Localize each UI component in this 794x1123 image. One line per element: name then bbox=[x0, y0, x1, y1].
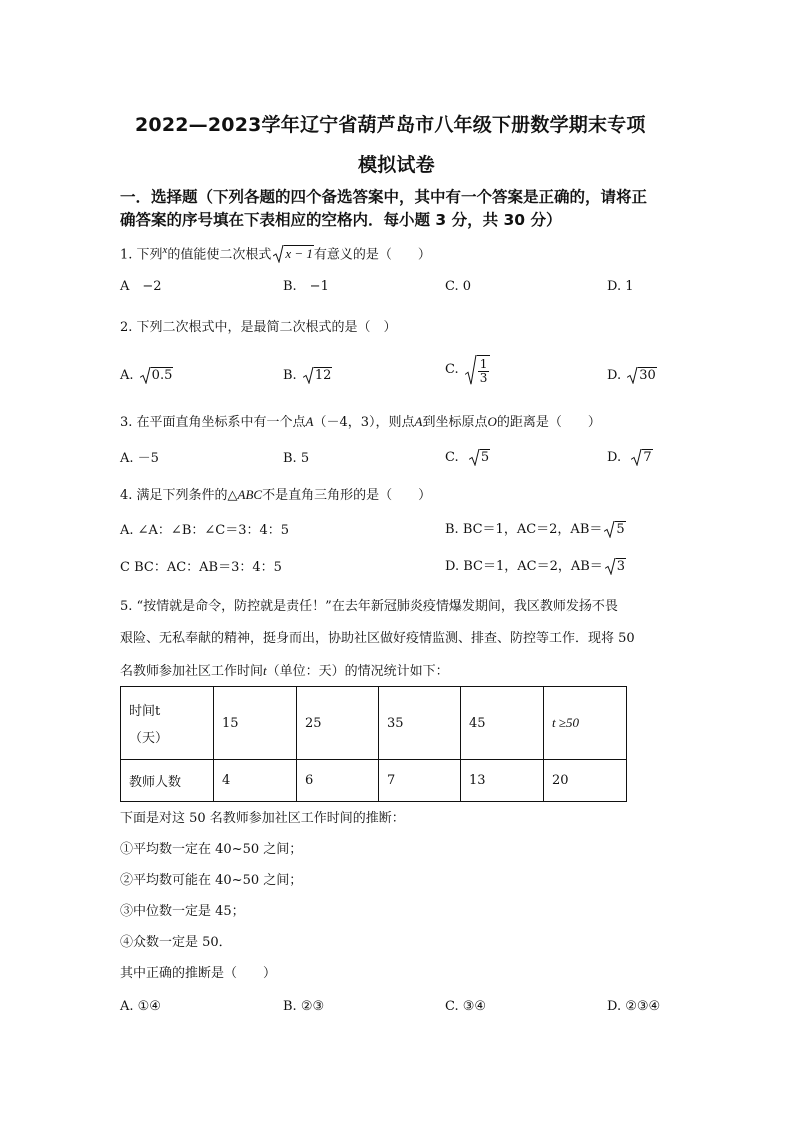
time-ge-50: t ≥50 bbox=[552, 715, 579, 730]
stats-table bbox=[120, 686, 627, 802]
q3-value-c: 5 bbox=[480, 450, 490, 465]
q4-b-text: B. BC＝1，AC＝2，AB＝ bbox=[445, 522, 603, 537]
q3-var-o: O bbox=[487, 414, 497, 429]
question-1-stem bbox=[120, 242, 431, 263]
header-label-time: 时间t bbox=[129, 704, 161, 719]
q5-option-b: B. ②③ bbox=[283, 999, 325, 1014]
q1-var-x: x bbox=[162, 244, 168, 256]
table-header-cell: 教师人数 bbox=[121, 760, 214, 802]
question-5-line2: 艰险、无私奉献的精神，挺身而出，协助社区做好疫情监测、排查、防控等工作．现将 50 bbox=[120, 631, 635, 646]
q4-triangle: ABC bbox=[237, 487, 263, 502]
q2-radicand-d: 30 bbox=[639, 368, 656, 383]
question-4-stem bbox=[120, 487, 431, 504]
q2-option-d bbox=[607, 367, 657, 384]
header-label-unit: （天） bbox=[129, 731, 169, 746]
q5-line3-a: 名教师参加社区工作时间 bbox=[120, 664, 264, 679]
table-cell: 15 bbox=[214, 687, 297, 760]
q5-var-t: t bbox=[263, 663, 267, 678]
q3-option-a bbox=[120, 451, 159, 467]
q4-option-d bbox=[445, 558, 626, 575]
q3-text-c: 的距离是（ ） bbox=[496, 415, 601, 430]
q5-option-a: A. ①④ bbox=[120, 999, 161, 1014]
q4-sqrt-d bbox=[605, 558, 626, 575]
q1-option-d: D. 1 bbox=[607, 279, 634, 294]
q4-text-b: 不是直角三角形的是（ ） bbox=[262, 488, 432, 503]
q2-sqrt-d bbox=[627, 367, 657, 384]
question-2-stem: 2. 下列二次根式中，是最简二次根式的是（ ） bbox=[120, 320, 397, 335]
q1-radicand: x − 1 bbox=[285, 246, 313, 262]
q1-text-mid: 的值能使二次根式 bbox=[167, 247, 272, 263]
q3-label-c: C. bbox=[445, 450, 459, 465]
q1-option-a: A −2 bbox=[120, 279, 162, 294]
table-cell: 25 bbox=[297, 687, 379, 760]
q4-option-b bbox=[445, 521, 626, 538]
q2-radicand-b: 12 bbox=[314, 368, 332, 383]
q3-option-b bbox=[283, 451, 309, 467]
q2-sqrt-c bbox=[465, 355, 491, 385]
q3-text-b: 到坐标原点 bbox=[422, 415, 488, 430]
q5-after-text: 下面是对这 50 名教师参加社区工作时间的推断： bbox=[120, 811, 405, 826]
q5-item-1: ①平均数一定在 40~50 之间； bbox=[120, 842, 303, 857]
q5-item-2: ②平均数可能在 40~50 之间； bbox=[120, 873, 303, 888]
page-title: 2022—2023学年辽宁省葫芦岛市八年级下册数学期末专项 bbox=[135, 114, 646, 136]
q3-var-a: A bbox=[305, 414, 314, 429]
q3-coords: （－4，3），则点 bbox=[313, 415, 415, 430]
q2-sqrt-a bbox=[140, 367, 174, 384]
question-3-stem bbox=[120, 414, 601, 431]
q5-option-d: D. ②③④ bbox=[607, 999, 661, 1014]
q3-label-d: D. bbox=[607, 450, 622, 465]
q4-option-c: C BC：AC：AB＝3：4：5 bbox=[120, 560, 282, 575]
q3-sqrt-c bbox=[469, 449, 490, 466]
page-subtitle: 模拟试卷 bbox=[358, 154, 435, 176]
q4-sqrt-b bbox=[604, 521, 625, 538]
table-header-cell bbox=[121, 687, 214, 760]
table-cell: 45 bbox=[461, 687, 544, 760]
q3-sqrt-d bbox=[631, 449, 652, 466]
q2-label-c: C. bbox=[445, 362, 459, 377]
table-cell: 13 bbox=[461, 760, 544, 802]
q2-option-c bbox=[445, 355, 490, 385]
question-5-line3 bbox=[120, 663, 449, 680]
q3-text-a: 3. 在平面直角坐标系中有一个点 bbox=[120, 415, 306, 430]
q5-item-3: ③中位数一定是 45； bbox=[120, 904, 245, 919]
table-cell: 7 bbox=[379, 760, 461, 802]
table-cell: 4 bbox=[214, 760, 297, 802]
section-header-line2: 确答案的序号填在下表相应的空格内．每小题 3 分，共 30 分） bbox=[120, 211, 562, 229]
q4-b-radicand: 5 bbox=[616, 522, 625, 537]
q1-sqrt bbox=[273, 245, 314, 263]
q5-option-c: C. ③④ bbox=[445, 999, 487, 1014]
table-cell: 35 bbox=[379, 687, 461, 760]
q4-d-text: D. BC＝1，AC＝2，AB＝ bbox=[445, 559, 603, 574]
q2-option-b bbox=[283, 367, 332, 384]
q2-label-b: B. bbox=[283, 368, 297, 383]
question-5-line1: 5. “按情就是命令，防控就是责任！”在去年新冠肺炎疫情爆发期间，我区教师发扬不畏 bbox=[120, 599, 618, 614]
table-cell: 6 bbox=[297, 760, 379, 802]
table-cell bbox=[544, 687, 627, 760]
q3-label-b: B. bbox=[283, 451, 297, 466]
q2-sqrt-b bbox=[303, 367, 333, 384]
q1-text-pre: 1. 下列 bbox=[120, 247, 163, 263]
q4-d-radicand: 3 bbox=[616, 559, 626, 574]
q2-radicand-a: 0.5 bbox=[151, 368, 173, 383]
q3-value-d: 7 bbox=[643, 450, 652, 465]
q3-var-a2: A bbox=[414, 414, 423, 429]
table-row bbox=[121, 760, 627, 802]
q3-value-b: 5 bbox=[300, 451, 310, 466]
q3-label-a: A. bbox=[120, 451, 134, 466]
q2-label-a: A. bbox=[120, 368, 134, 383]
q5-ask: 其中正确的推断是（ ） bbox=[120, 966, 277, 981]
q3-value-a: －5 bbox=[137, 451, 159, 466]
section-header-line1: 一．选择题（下列各题的四个备选答案中，其中有一个答案是正确的，请将正 bbox=[120, 188, 648, 206]
table-row bbox=[121, 687, 627, 760]
q1-text-post: 有意义的是（ ） bbox=[313, 247, 431, 263]
q2-label-d: D. bbox=[607, 368, 622, 383]
q5-item-4: ④众数一定是 50． bbox=[120, 935, 232, 950]
q4-text-a: 4. 满足下列条件的△ bbox=[120, 488, 238, 503]
q5-line3-b: （单位：天）的情况统计如下： bbox=[266, 664, 449, 679]
q1-option-c: C. 0 bbox=[445, 279, 472, 294]
q3-option-d bbox=[607, 449, 653, 466]
table-cell: 20 bbox=[544, 760, 627, 802]
q2-option-a bbox=[120, 367, 173, 384]
q3-option-c bbox=[445, 449, 490, 466]
q2-frac-den: 3 bbox=[479, 371, 488, 385]
q1-option-b: B. −1 bbox=[283, 279, 329, 294]
q4-option-a: A. ∠A：∠B：∠C＝3：4：5 bbox=[120, 523, 290, 538]
q2-frac-num: 1 bbox=[479, 357, 488, 371]
